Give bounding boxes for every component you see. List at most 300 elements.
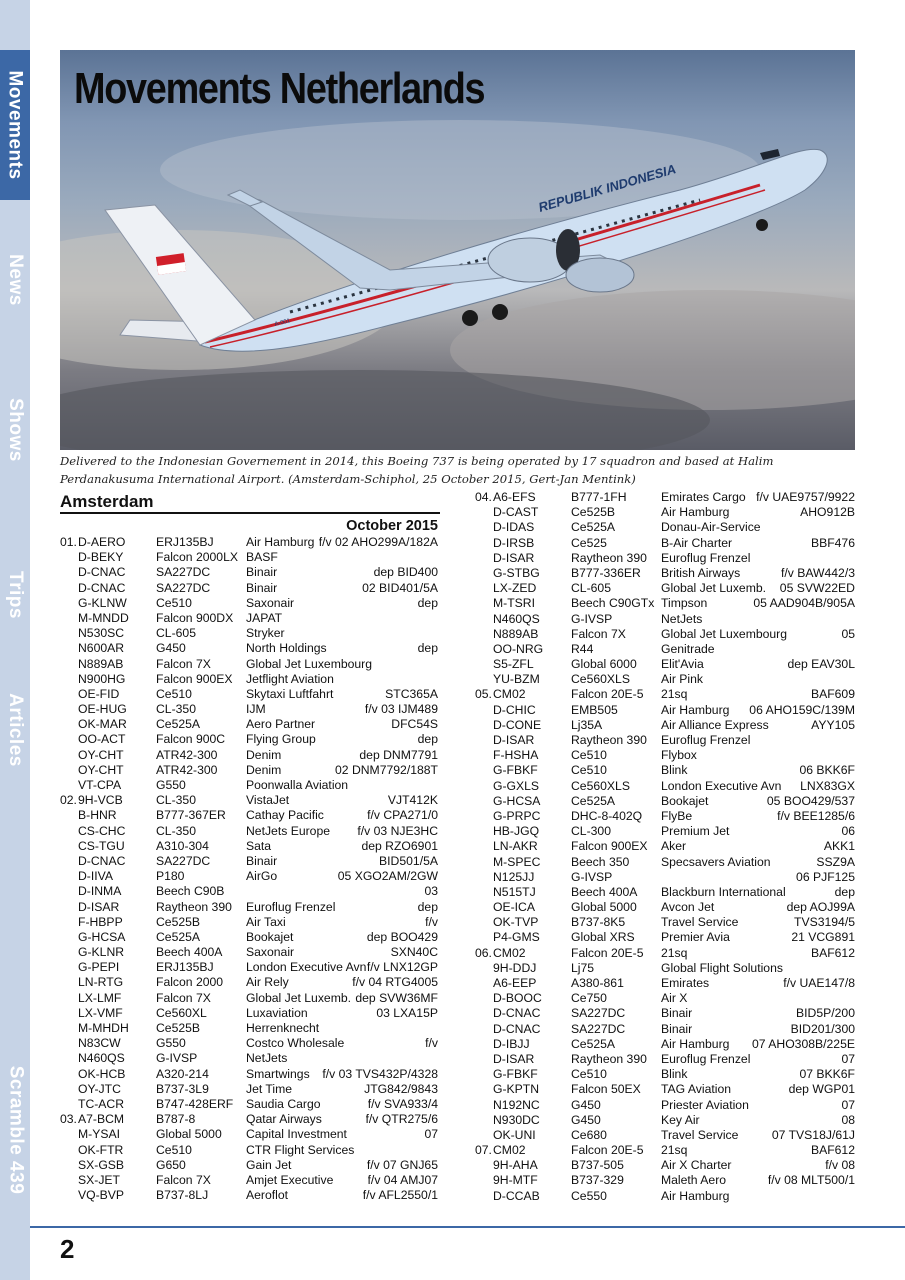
row-aircraft-type: CL-300	[571, 824, 611, 839]
movement-row	[60, 884, 438, 899]
row-operator: Binair	[246, 853, 278, 868]
sidebar-tab-movements[interactable]: Movements	[0, 50, 30, 200]
movement-row	[60, 1097, 438, 1112]
row-operator: Specsavers Aviation	[661, 854, 771, 869]
row-aircraft-type: Falcon 7X	[156, 656, 211, 671]
row-aircraft-type: B777-336ER	[571, 565, 641, 580]
row-flight-info: BID5P/200	[796, 1006, 855, 1021]
row-operator: Saxonair	[246, 945, 295, 960]
movement-row	[475, 672, 855, 687]
row-flight-info: 07	[841, 1097, 855, 1112]
row-flight-info: 02 BID401/5A	[362, 580, 438, 595]
row-registration: N460QS	[78, 1051, 125, 1066]
row-operator: Emirates Cargo	[661, 490, 746, 504]
row-operator: Air X Charter	[661, 1158, 732, 1173]
row-aircraft-type: Beech 400A	[571, 884, 638, 899]
row-registration: YU-BZM	[493, 672, 540, 687]
row-registration: N515TJ	[493, 884, 536, 899]
row-aircraft-type: CL-605	[571, 581, 611, 596]
row-flight-info: f/v QTR275/6	[365, 1112, 438, 1127]
row-registration: M-TSRI	[493, 596, 535, 611]
row-flight-info: f/v 04 RTG4005	[352, 975, 438, 990]
row-day: 03.	[60, 1112, 77, 1127]
row-registration: D-CHIC	[493, 702, 536, 717]
sidebar-tab-scramble[interactable]: Scramble 439	[5, 1065, 26, 1195]
row-registration: D-CNAC	[78, 565, 126, 580]
row-flight-info: 06 BKK6F	[799, 763, 855, 778]
movement-row	[475, 779, 855, 794]
row-operator: Genitrade	[661, 641, 715, 656]
movement-row	[60, 930, 438, 945]
movement-row	[475, 657, 855, 672]
row-registration: N889AB	[493, 626, 539, 641]
row-operator: Jetflight Aviation	[246, 671, 334, 686]
row-flight-info: VJT412K	[387, 793, 438, 808]
row-operator: Donau-Air-Service	[661, 520, 761, 535]
row-flight-info: dep	[417, 641, 438, 656]
row-flight-info: f/v CPA271/0	[367, 808, 438, 823]
row-flight-info: f/v LNX12GP	[366, 960, 438, 975]
movement-row	[60, 945, 438, 960]
row-flight-info: f/v 03 TVS432P/4328	[322, 1066, 438, 1081]
row-aircraft-type: SA227DC	[571, 1006, 626, 1021]
row-registration: OY-JTC	[78, 1081, 121, 1096]
row-aircraft-type: Ce560XL	[156, 1005, 207, 1020]
movement-row	[475, 1098, 855, 1113]
row-registration: OE-HUG	[78, 702, 127, 717]
row-aircraft-type: Beech 400A	[156, 945, 223, 960]
movement-row	[60, 1173, 438, 1188]
row-operator: Capital Investment	[246, 1127, 347, 1142]
movement-row	[60, 839, 438, 854]
row-operator: CTR Flight Services	[246, 1142, 355, 1157]
row-operator: TAG Aviation	[661, 1082, 731, 1097]
row-operator: Euroflug Frenzel	[661, 1051, 751, 1066]
row-flight-info: 21 VCG891	[791, 930, 855, 945]
row-operator: Air X	[661, 991, 688, 1006]
row-aircraft-type: G450	[571, 1112, 601, 1127]
row-flight-info: 05 BOO429/537	[766, 793, 855, 808]
row-operator: NetJets	[661, 611, 703, 626]
row-registration: D-CNAC	[493, 1021, 541, 1036]
row-operator: Global Jet Luxemb.	[246, 990, 352, 1005]
row-aircraft-type: Lj75	[571, 960, 595, 975]
row-flight-info: 07	[424, 1127, 438, 1142]
row-aircraft-type: EMB505	[571, 702, 618, 717]
row-registration: D-BOOC	[493, 991, 542, 1006]
movement-row	[60, 808, 438, 823]
movement-row	[475, 991, 855, 1006]
row-aircraft-type: Falcon 7X	[156, 990, 211, 1005]
row-aircraft-type: G-IVSP	[571, 869, 613, 884]
movement-row	[475, 551, 855, 566]
row-registration: N889AB	[78, 656, 124, 671]
movement-row	[60, 915, 438, 930]
row-registration: OE-FID	[78, 686, 120, 701]
row-registration: A7-BCM	[78, 1112, 125, 1127]
row-flight-info: TVS3194/5	[794, 915, 855, 930]
row-operator: Air Hamburg	[661, 1188, 730, 1203]
movement-row	[60, 1067, 438, 1082]
row-operator: Sata	[246, 838, 272, 853]
movement-row	[60, 1036, 438, 1051]
row-aircraft-type: G550	[156, 778, 186, 792]
row-aircraft-type: SA227DC	[156, 853, 211, 868]
row-operator: Air Hamburg	[246, 535, 315, 549]
movement-row	[60, 1021, 438, 1036]
row-operator: VistaJet	[246, 793, 290, 808]
row-registration: N460QS	[493, 611, 540, 626]
movement-row	[60, 565, 438, 580]
row-operator: JAPAT	[246, 610, 283, 625]
row-registration: D-CNAC	[78, 580, 126, 595]
row-aircraft-type: Ce525B	[156, 1021, 201, 1035]
row-aircraft-type: Ce525	[571, 535, 607, 550]
movements-column-right	[475, 490, 855, 1204]
movement-row	[60, 748, 438, 763]
row-flight-info: 06	[841, 824, 855, 839]
row-registration: OK-HCB	[78, 1066, 126, 1081]
row-operator: British Airways	[661, 565, 741, 580]
row-registration: G-KPTN	[493, 1082, 540, 1097]
row-registration: CM02	[493, 945, 526, 960]
row-registration: CM02	[493, 1143, 526, 1158]
row-aircraft-type: Ce750	[571, 991, 607, 1006]
row-aircraft-type: Falcon 20E-5	[571, 687, 644, 702]
row-registration: OK-UNI	[493, 1127, 536, 1142]
row-aircraft-type: Falcon 900EX	[571, 839, 648, 854]
movement-row	[60, 581, 438, 596]
row-registration: D-AERO	[78, 535, 126, 549]
row-registration: G-KLNW	[78, 595, 127, 610]
row-operator: FlyBe	[661, 808, 693, 823]
row-operator: North Holdings	[246, 641, 327, 656]
row-operator: Binair	[246, 580, 278, 595]
row-flight-info: SSZ9A	[816, 854, 855, 869]
row-registration: OE-ICA	[493, 900, 535, 915]
row-registration: N192NC	[493, 1097, 540, 1112]
row-flight-info: BID201/300	[790, 1021, 855, 1036]
section-title: Amsterdam	[60, 492, 154, 511]
row-registration: A6-EFS	[493, 490, 536, 504]
row-aircraft-type: CL-350	[156, 793, 196, 808]
row-flight-info: f/v 03 IJM489	[364, 702, 438, 717]
row-aircraft-type: Global XRS	[571, 930, 635, 945]
row-aircraft-type: A310-304	[156, 838, 209, 853]
row-operator: Premier Avia	[661, 930, 730, 945]
row-registration: LX-VMF	[78, 1005, 123, 1020]
row-registration: G-HCSA	[493, 793, 541, 808]
row-operator: Denim	[246, 762, 282, 777]
row-flight-info: f/v 04 AMJ07	[367, 1172, 438, 1187]
row-registration: M-MHDH	[78, 1021, 129, 1035]
row-registration: 9H-DDJ	[493, 960, 537, 975]
row-flight-info: BID501/5A	[379, 853, 438, 868]
row-flight-info: 02 DNM7792/188T	[335, 762, 438, 777]
row-flight-info: f/v UAE147/8	[783, 976, 855, 990]
row-registration: B-HNR	[78, 808, 117, 823]
row-registration: LN-AKR	[493, 839, 538, 854]
row-aircraft-type: Ce560XLS	[571, 672, 630, 687]
row-flight-info: 05 AAD904B/905A	[753, 596, 855, 611]
movement-row	[60, 641, 438, 656]
row-aircraft-type: Raytheon 390	[156, 899, 232, 914]
movement-row	[475, 824, 855, 839]
row-flight-info: BAF612	[810, 1143, 855, 1158]
movement-row	[475, 505, 855, 520]
row-registration: VT-CPA	[78, 778, 122, 792]
row-aircraft-type: Ce680	[571, 1127, 607, 1142]
movement-row	[60, 854, 438, 869]
movement-row	[475, 1006, 855, 1021]
movement-row	[475, 900, 855, 915]
row-registration: F-HSHA	[493, 748, 539, 763]
row-registration: M-SPEC	[493, 854, 541, 869]
row-operator: Qatar Airways	[246, 1112, 322, 1127]
row-aircraft-type: CL-350	[156, 823, 196, 838]
row-flight-info: f/v 03 NJE3HC	[357, 823, 438, 838]
row-operator: Smartwings	[246, 1066, 310, 1081]
row-aircraft-type: Ce510	[571, 748, 607, 763]
row-operator: Avcon Jet	[661, 900, 715, 915]
sidebar-tab-articles[interactable]: Articles	[5, 693, 27, 767]
movement-row	[475, 870, 855, 885]
row-flight-info: dep AOJ99A	[786, 900, 855, 915]
row-aircraft-type: Lj35A	[571, 717, 603, 732]
row-aircraft-type: A320-214	[156, 1066, 209, 1081]
row-registration: N83CW	[78, 1036, 121, 1051]
row-operator: Binair	[246, 565, 278, 580]
row-operator: Air Hamburg	[661, 1036, 730, 1051]
row-operator: Blackburn International	[661, 884, 786, 899]
row-registration: N530SC	[78, 626, 125, 641]
movement-row	[60, 763, 438, 778]
row-operator: Travel Service	[661, 1127, 739, 1142]
row-operator: Global Jet Luxembourg	[661, 626, 788, 641]
row-operator: Air Taxi	[246, 914, 286, 929]
row-registration: LX-ZED	[493, 581, 537, 596]
movement-row	[60, 869, 438, 884]
row-aircraft-type: Ce525A	[156, 717, 201, 732]
row-registration: 9H-MTF	[493, 1173, 538, 1188]
row-aircraft-type: Beech C90B	[156, 884, 225, 899]
row-operator: Bookajet	[661, 793, 709, 808]
row-aircraft-type: P180	[156, 869, 185, 884]
row-flight-info: 05 SVW22ED	[779, 581, 855, 596]
row-flight-info: 07 BKK6F	[799, 1067, 855, 1082]
row-flight-info: dep	[417, 899, 438, 914]
movement-row	[475, 915, 855, 930]
row-operator: Binair	[661, 1006, 693, 1021]
row-operator: B-Air Charter	[661, 535, 733, 550]
row-aircraft-type: Global 5000	[571, 900, 637, 915]
row-registration: LN-RTG	[78, 975, 124, 990]
row-operator: Saudia Cargo	[246, 1096, 321, 1111]
movement-row	[475, 885, 855, 900]
row-flight-info: f/v 02 AHO299A/182A	[318, 535, 438, 549]
row-registration: OO-NRG	[493, 641, 544, 656]
row-operator: Elit'Avia	[661, 657, 704, 672]
row-operator: Stryker	[246, 626, 285, 641]
row-flight-info: dep EAV30L	[787, 657, 855, 672]
row-registration: G-PRPC	[493, 808, 541, 823]
row-operator: Maleth Aero	[661, 1173, 727, 1188]
row-registration: D-IBJJ	[493, 1036, 530, 1051]
movement-row	[60, 702, 438, 717]
movement-row	[475, 976, 855, 991]
row-day: 06.	[475, 945, 492, 960]
row-aircraft-type: G650	[156, 1157, 186, 1172]
row-operator: London Executive Avn	[246, 960, 367, 975]
row-flight-info: dep RZO6901	[361, 838, 438, 853]
row-aircraft-type: Raytheon 390	[571, 733, 647, 747]
movement-row	[60, 672, 438, 687]
row-operator: Air Alliance Express	[661, 717, 769, 732]
movement-row	[475, 642, 855, 657]
row-aircraft-type: Raytheon 390	[571, 1051, 647, 1066]
row-operator: London Executive Avn	[661, 778, 782, 793]
row-aircraft-type: Ce510	[571, 1067, 607, 1082]
row-flight-info: f/v BAW442/3	[780, 565, 855, 580]
row-operator: Air Pink	[661, 672, 703, 687]
row-registration: G-GXLS	[493, 778, 540, 793]
row-operator: Cathay Pacific	[246, 808, 324, 823]
row-aircraft-type: ATR42-300	[156, 747, 218, 762]
row-flight-info: 06 AHO159C/139M	[749, 702, 855, 717]
row-aircraft-type: G450	[156, 641, 186, 656]
movement-row	[60, 1112, 438, 1127]
row-registration: D-IRSB	[493, 535, 535, 550]
movement-row	[60, 732, 438, 747]
row-registration: N125JJ	[493, 869, 535, 884]
row-flight-info: dep WGP01	[788, 1082, 855, 1097]
row-operator: Gain Jet	[246, 1157, 292, 1172]
row-aircraft-type: B777-1FH	[571, 490, 627, 504]
row-registration: G-PEPI	[78, 960, 120, 975]
row-operator: Costco Wholesale	[246, 1036, 345, 1051]
movement-row	[475, 718, 855, 733]
sidebar-tab-shows[interactable]: Shows	[5, 398, 27, 462]
movement-row	[475, 1113, 855, 1128]
movement-row	[60, 824, 438, 839]
row-aircraft-type: B777-367ER	[156, 808, 226, 823]
row-aircraft-type: Ce510	[571, 763, 607, 778]
row-registration: TC-ACR	[78, 1096, 125, 1111]
row-operator: 21sq	[661, 1143, 688, 1158]
row-operator: Euroflug Frenzel	[661, 733, 751, 747]
row-flight-info: 07	[841, 1051, 855, 1066]
sidebar-tab-news[interactable]: News	[5, 254, 27, 306]
row-operator: Travel Service	[661, 915, 739, 930]
row-aircraft-type: Ce510	[156, 595, 192, 610]
row-day: 05.	[475, 687, 492, 702]
row-operator: Emirates	[661, 976, 710, 990]
row-flight-info: 07 AHO308B/225E	[752, 1036, 855, 1051]
row-operator: Blink	[661, 763, 688, 778]
row-operator: Luxaviation	[246, 1005, 308, 1020]
row-aircraft-type: Falcon 7X	[571, 626, 626, 641]
row-registration: G-FBKF	[493, 763, 538, 778]
movement-row	[475, 687, 855, 702]
row-aircraft-type: G-IVSP	[156, 1051, 198, 1066]
movement-row	[60, 991, 438, 1006]
row-registration: OO-ACT	[78, 732, 126, 747]
row-flight-info: 03 LXA15P	[376, 1005, 438, 1020]
row-operator: Amjet Executive	[246, 1172, 334, 1187]
movement-row	[475, 1082, 855, 1097]
row-flight-info: SXN40C	[390, 945, 438, 960]
row-operator: Flybox	[661, 748, 697, 763]
row-registration: D-CCAB	[493, 1188, 540, 1203]
row-flight-info: f/v	[425, 1036, 438, 1051]
movement-row	[60, 611, 438, 626]
sidebar-tab-trips[interactable]: Trips	[5, 571, 26, 619]
row-day: 01.	[60, 535, 77, 549]
row-operator: Aker	[661, 839, 687, 854]
section-divider	[60, 512, 440, 514]
row-aircraft-type: Ce560XLS	[571, 778, 630, 793]
row-flight-info: dep SVW36MF	[355, 990, 438, 1005]
movement-row	[60, 1082, 438, 1097]
row-flight-info: 05 XGO2AM/2GW	[337, 869, 438, 884]
row-flight-info: AHO912B	[800, 505, 855, 520]
row-registration: F-HBPP	[78, 914, 123, 929]
row-flight-info: dep BOO429	[366, 929, 438, 944]
row-registration: OK-TVP	[493, 915, 539, 930]
row-flight-info: 03	[424, 884, 438, 899]
movement-row	[475, 763, 855, 778]
row-aircraft-type: CL-350	[156, 702, 196, 717]
row-flight-info: f/v	[425, 914, 438, 929]
row-flight-info: dep	[834, 884, 855, 899]
movement-row	[475, 748, 855, 763]
row-aircraft-type: Ce525B	[156, 914, 201, 929]
row-registration: M-YSAI	[78, 1127, 120, 1142]
row-operator: Skytaxi Luftfahrt	[246, 686, 334, 701]
movement-row	[60, 778, 438, 793]
row-operator: Global Jet Luxembourg	[246, 656, 373, 671]
row-flight-info: dep DNM7791	[359, 747, 438, 762]
movement-row	[60, 550, 438, 565]
row-flight-info: 07 TVS18J/61J	[771, 1127, 855, 1142]
row-aircraft-type: Falcon 900C	[156, 732, 226, 747]
movement-row	[475, 1158, 855, 1173]
footer-divider	[30, 1226, 905, 1228]
livery-text: REPUBLIK INDONESIA	[536, 161, 678, 215]
row-operator: Euroflug Frenzel	[661, 550, 751, 565]
row-aircraft-type: R44	[571, 641, 594, 656]
movement-row	[475, 627, 855, 642]
row-operator: Euroflug Frenzel	[246, 899, 336, 914]
row-registration: D-CNAC	[493, 1006, 541, 1021]
row-aircraft-type: Ce525A	[571, 1036, 616, 1051]
row-operator: Binair	[661, 1021, 693, 1036]
row-aircraft-type: CL-605	[156, 626, 196, 641]
row-aircraft-type: G450	[571, 1097, 601, 1112]
row-day: 04.	[475, 490, 492, 504]
section-sidebar	[0, 0, 30, 1280]
row-flight-info: dep	[417, 595, 438, 610]
row-aircraft-type: Falcon 7X	[156, 1172, 211, 1187]
row-aircraft-type: Ce525B	[571, 505, 616, 520]
row-aircraft-type: Ce525A	[571, 520, 616, 535]
row-flight-info: AYY105	[811, 717, 855, 732]
row-registration: G-HCSA	[78, 929, 126, 944]
movement-row	[60, 1143, 438, 1158]
row-aircraft-type: B737-8K5	[571, 915, 626, 930]
movement-row	[475, 855, 855, 870]
movement-row	[60, 1158, 438, 1173]
